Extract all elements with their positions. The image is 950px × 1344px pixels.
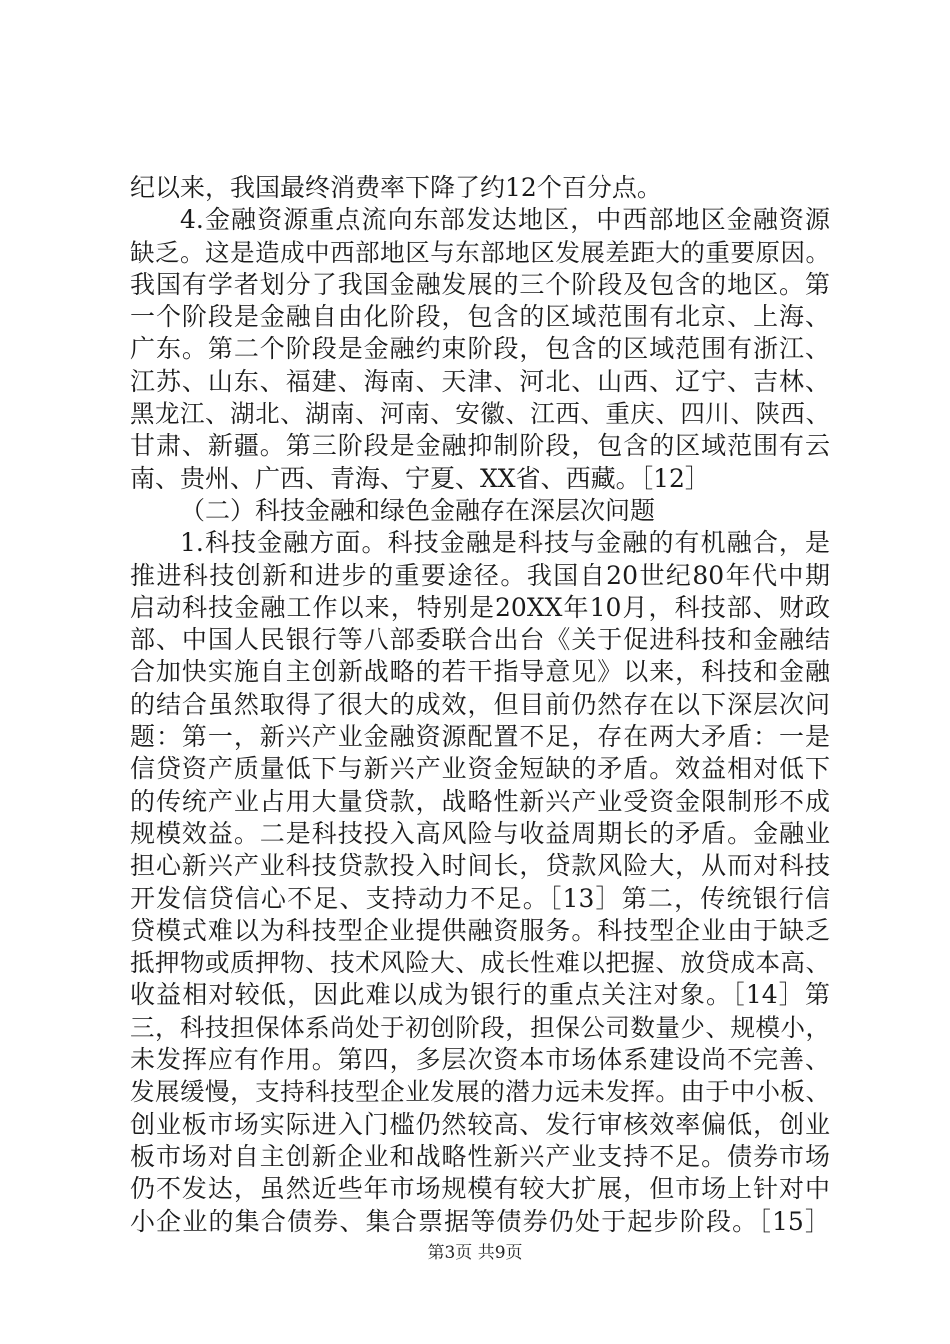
text-line: 启动科技金融工作以来，特别是20XX年10月，科技部、财政 <box>130 592 830 622</box>
text-line: 缺乏。这是造成中西部地区与东部地区发展差距大的重要原因。 <box>130 237 830 267</box>
text-line: 开发信贷信心不足、支持动力不足。［13］第二，传统银行信 <box>130 883 830 913</box>
text-line: 合加快实施自主创新战略的若干指导意见》以来，科技和金融 <box>130 657 830 687</box>
text-line: 创业板市场实际进入门槛仍然较高、发行审核效率偏低，创业 <box>130 1109 830 1139</box>
text-line: 黑龙江、湖北、湖南、河南、安徽、江西、重庆、四川、陕西、 <box>130 399 830 429</box>
text-line: 三，科技担保体系尚处于初创阶段，担保公司数量少、规模小， <box>130 1012 830 1042</box>
text-line: 担心新兴产业科技贷款投入时间长，贷款风险大，从而对科技 <box>130 851 830 881</box>
text-line: 小企业的集合债券、集合票据等债券仍处于起步阶段。［15］ <box>130 1206 830 1236</box>
text-line: 推进科技创新和进步的重要途径。我国自20世纪80年代中期 <box>130 560 830 590</box>
text-line: 题：第一，新兴产业金融资源配置不足，存在两大矛盾：一是 <box>130 722 830 752</box>
text-line: 的传统产业占用大量贷款，战略性新兴产业受资金限制形不成 <box>130 786 830 816</box>
page-footer: 第3页 共9页 <box>427 1243 523 1263</box>
text-line: 一个阶段是金融自由化阶段，包含的区域范围有北京、上海、 <box>130 302 830 332</box>
text-line: 仍不发达，虽然近些年市场规模有较大扩展，但市场上针对中 <box>130 1174 830 1204</box>
text-line: 4.金融资源重点流向东部发达地区，中西部地区金融资源 <box>180 205 830 235</box>
text-line: 发展缓慢，支持科技型企业发展的潜力远未发挥。由于中小板、 <box>130 1077 830 1107</box>
text-line: 1.科技金融方面。科技金融是科技与金融的有机融合，是 <box>180 528 830 558</box>
text-line: 我国有学者划分了我国金融发展的三个阶段及包含的地区。第 <box>130 269 830 299</box>
text-line: 江苏、山东、福建、海南、天津、河北、山西、辽宁、吉林、 <box>130 366 830 396</box>
body-text <box>130 172 830 1238</box>
text-line: 纪以来，我国最终消费率下降了约12个百分点。 <box>130 173 662 202</box>
text-line: 信贷资产质量低下与新兴产业资金短缺的矛盾。效益相对低下 <box>130 754 830 784</box>
text-line: 未发挥应有作用。第四，多层次资本市场体系建设尚不完善、 <box>130 1045 830 1075</box>
text-line: 南、贵州、广西、青海、宁夏、XX省、西藏。［12］ <box>130 463 710 493</box>
text-line: 部、中国人民银行等八部委联合出台《关于促进科技和金融结 <box>130 625 830 655</box>
text-line: 广东。第二个阶段是金融约束阶段，包含的区域范围有浙江、 <box>130 334 830 364</box>
text-line: 的结合虽然取得了很大的成效，但目前仍然存在以下深层次问 <box>130 689 830 719</box>
text-line: 甘肃、新疆。第三阶段是金融抑制阶段，包含的区域范围有云 <box>130 431 830 461</box>
text-line: 收益相对较低，因此难以成为银行的重点关注对象。［14］第 <box>130 980 830 1010</box>
text-line: 抵押物或质押物、技术风险大、成长性难以把握、放贷成本高、 <box>130 948 830 978</box>
section-heading: （二）科技金融和绿色金融存在深层次问题 <box>180 495 656 525</box>
text-line: 板市场对自主创新企业和战略性新兴产业支持不足。债券市场 <box>130 1141 830 1171</box>
text-line: 贷模式难以为科技型企业提供融资服务。科技型企业由于缺乏 <box>130 915 830 945</box>
text-line: 规模效益。二是科技投入高风险与收益周期长的矛盾。金融业 <box>130 818 830 848</box>
